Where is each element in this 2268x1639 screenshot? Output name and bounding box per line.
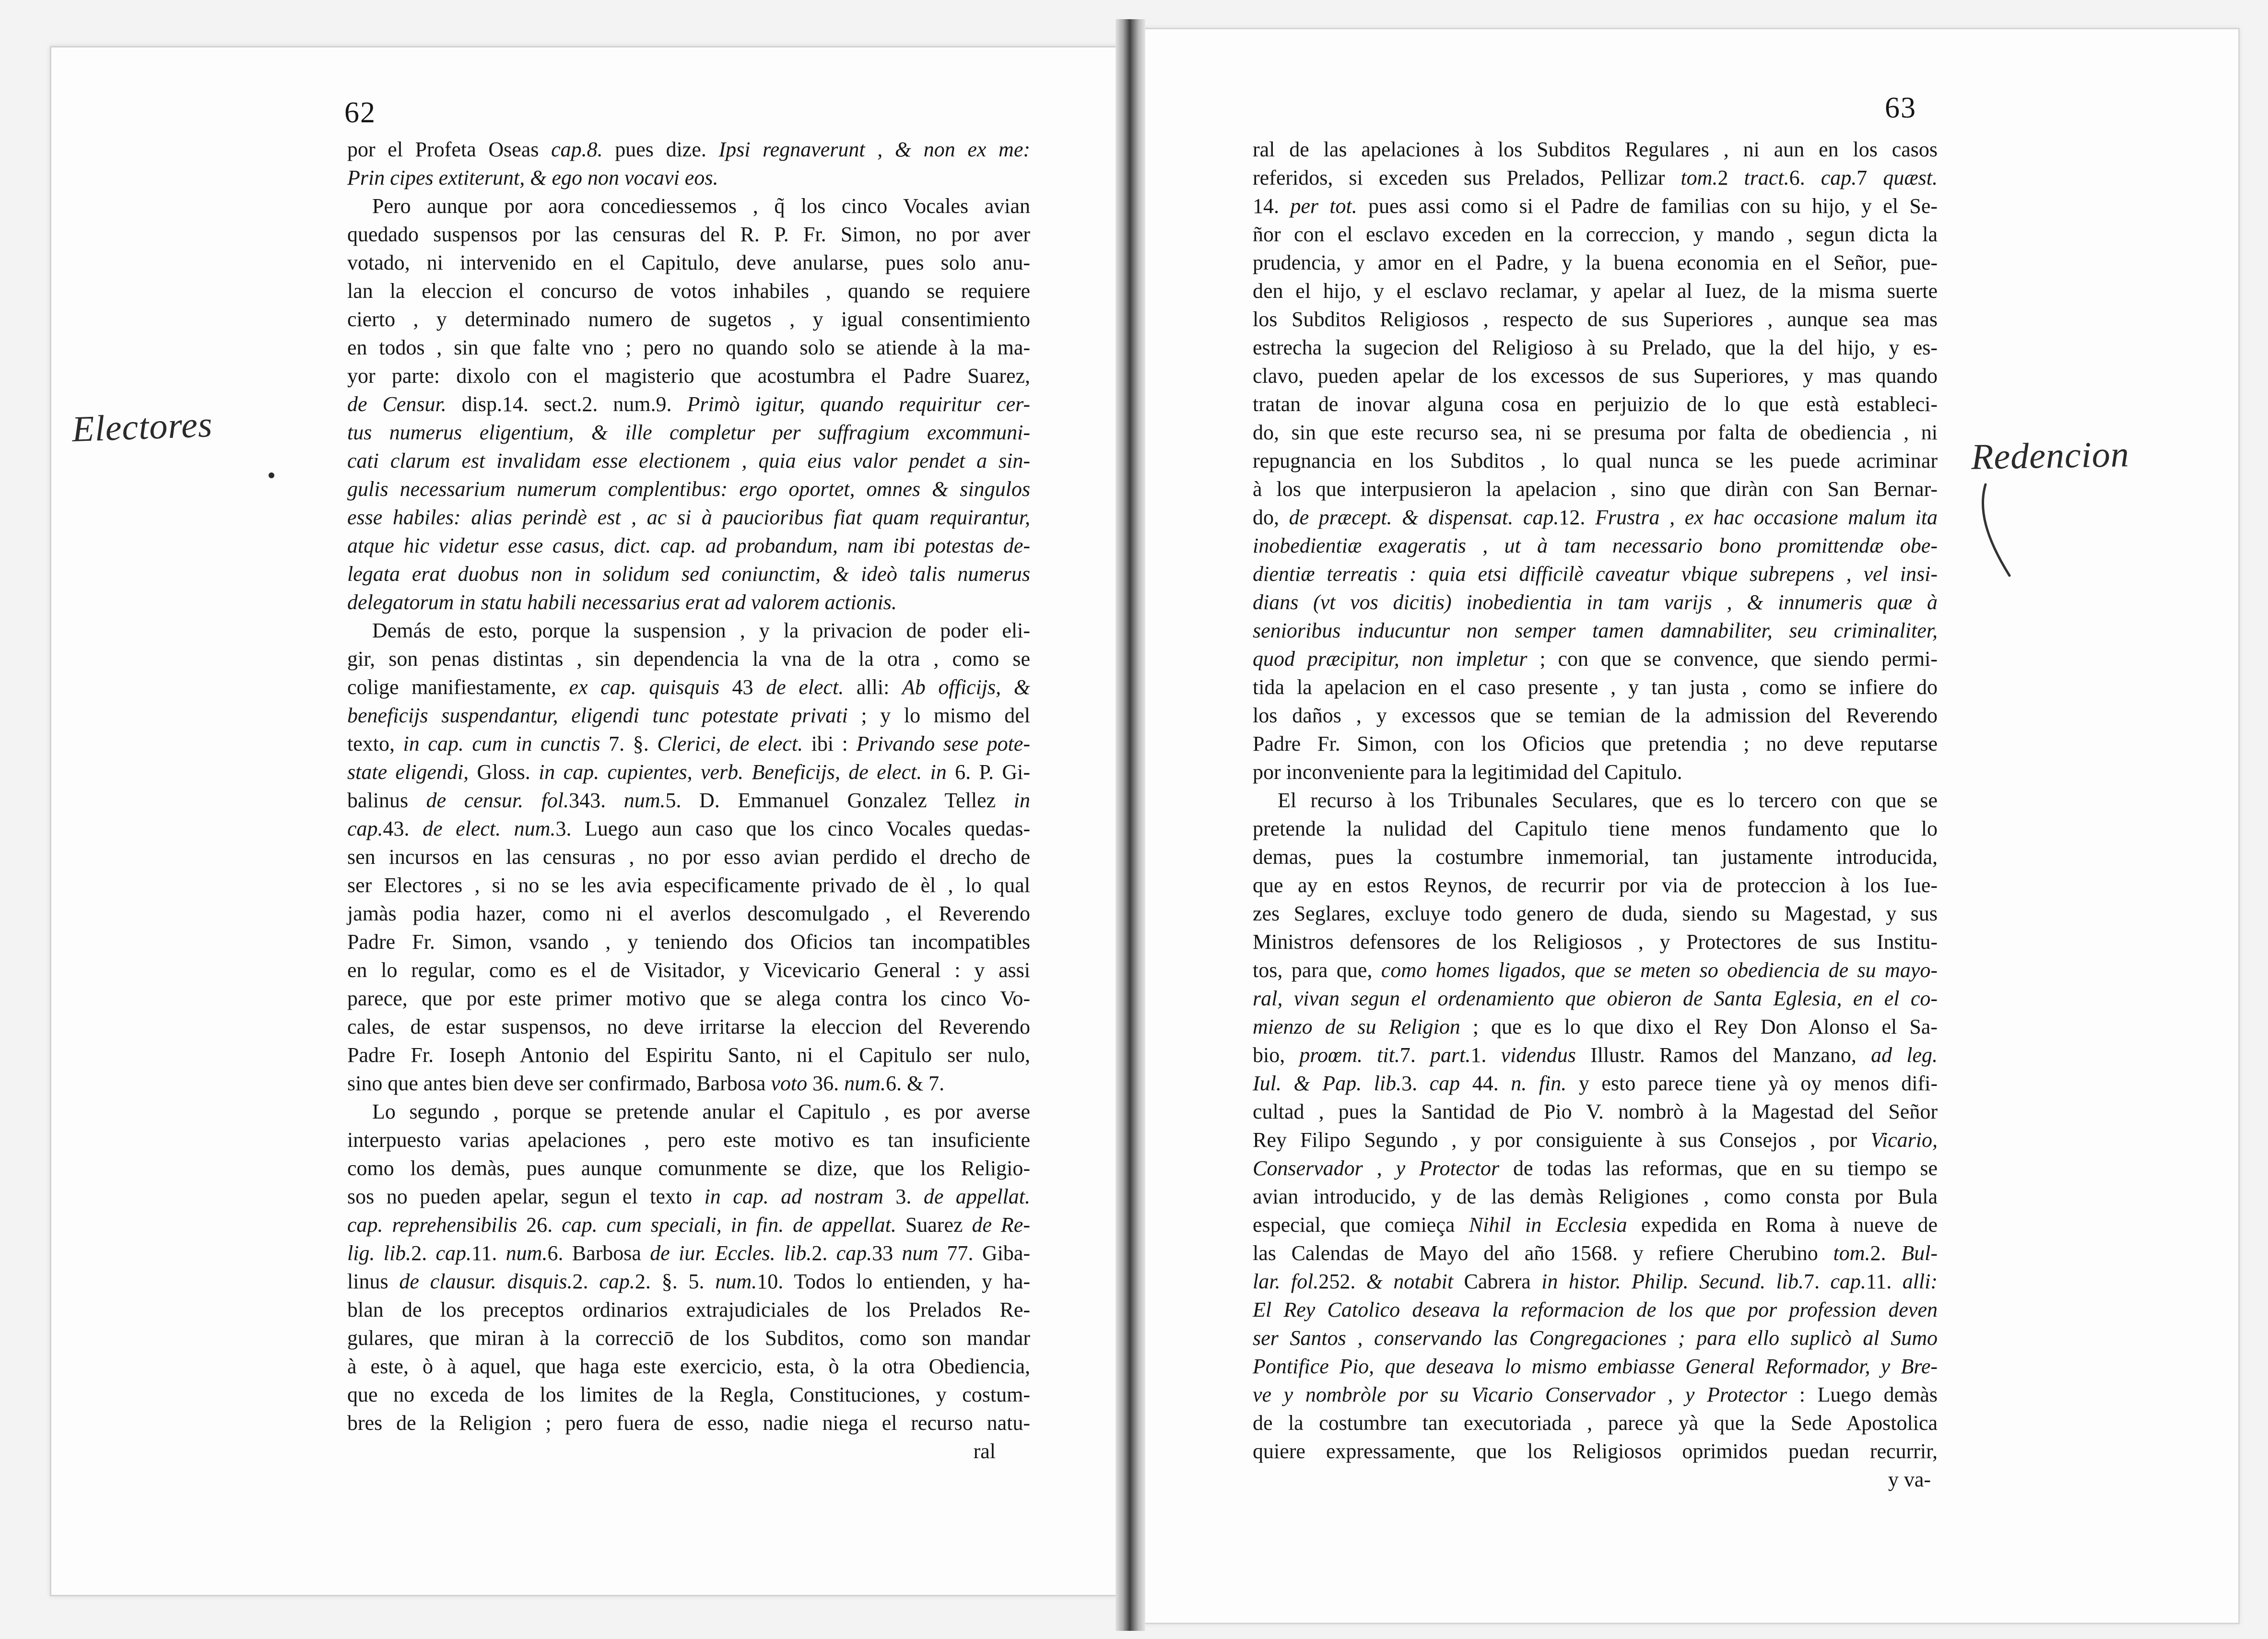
text-line: cierto , y determinado numero de sugetos , y igual consentimiento (347, 307, 1030, 331)
text-line (1253, 1013, 1938, 1041)
margin-ink-stroke (1957, 480, 2053, 585)
text-line (347, 786, 1030, 814)
text-line: bres de la Religion ; pero fuera de esso, nadie niega el recurso natu- (347, 1411, 1030, 1435)
paragraph (1253, 786, 1938, 1465)
text-line: pretende la nulidad del Capitulo tiene menos fundamento que lo (1253, 817, 1938, 840)
text-line (347, 730, 1030, 758)
text-line (347, 1239, 1030, 1267)
text-line: interpuesto varias apelaciones , pero este motivo es tan insuficiente (347, 1128, 1030, 1152)
text-line (347, 701, 1030, 730)
roman-text: expedida en Roma à nueve de (1627, 1213, 1938, 1237)
roman-text: disp.14. sect.2. num.9. (446, 392, 687, 416)
italic-text: como homes ligados, que se meten so obediencia de su mayo- (1381, 958, 1938, 982)
roman-text: texto, (347, 732, 403, 755)
italic-text: Clerici, de elect. (657, 732, 803, 755)
italic-text: num. (623, 789, 666, 812)
roman-text: 252. (1318, 1270, 1366, 1293)
italic-text: num. (505, 1241, 548, 1265)
italic-text: in histor. Philip. Secund. lib. (1541, 1270, 1804, 1293)
roman-text: sos no pueden apelar, segun el texto (347, 1185, 705, 1208)
text-line (1253, 192, 1938, 220)
italic-text: voto (771, 1072, 808, 1095)
text-line: Lo segundo , porque se pretende anular el Capitulo , es por averse (372, 1100, 1030, 1123)
italic-text: Pontifice Pio, que deseava lo mismo embiasse General Reformador, y Bre- (1253, 1355, 1938, 1378)
paragraph (347, 192, 1030, 616)
text-line (1253, 588, 1938, 616)
text-line: ser Electores , si no se les avia especificamente privado de èl , lo qual (347, 873, 1030, 897)
text-line (1253, 616, 1938, 645)
page-number: 63 (1885, 92, 1916, 124)
italic-text: y Protector (1396, 1156, 1500, 1180)
right-paragraphs (1253, 135, 1938, 1465)
text-line (1253, 531, 1938, 560)
italic-text: mienzo de su Religion (1253, 1015, 1460, 1038)
italic-text: de præcept. & dispensat. cap. (1289, 506, 1559, 529)
text-line: gir, son penas distintas , sin dependencia la vna de la otra , como se (347, 647, 1030, 671)
roman-text: , (1363, 1156, 1396, 1180)
text-line (347, 418, 1030, 447)
italic-text: in (1013, 789, 1030, 812)
left-paragraphs (347, 135, 1030, 1437)
text-line (347, 475, 1030, 503)
text-line (347, 1069, 1030, 1097)
italic-text: alli: (1902, 1270, 1938, 1293)
roman-text: 7. (1399, 1043, 1430, 1067)
text-line: tida la apelacion en el caso presente , y tan justa , como se infiere do (1253, 675, 1938, 699)
text-line: jamàs podia hazer, como ni el averlos descomulgado , el Reverendo (347, 902, 1030, 925)
text-line (1253, 1324, 1938, 1352)
roman-text: pues dize. (602, 138, 719, 161)
text-line: los Subditos Religiosos , respecto de sus Superiores , aunque sea mas (1253, 307, 1938, 331)
text-line (347, 673, 1030, 701)
roman-text: 7. §. (600, 732, 658, 755)
roman-text: 7. (1803, 1270, 1831, 1293)
text-line (1253, 1352, 1938, 1380)
italic-text: cap. (1821, 166, 1857, 189)
italic-text: cap. (347, 817, 383, 840)
italic-text: senioribus inducuntur non semper tamen damnabiliter, seu criminaliter, (1253, 619, 1938, 642)
roman-text: ; que es lo que dixo el Rey Don Alonso el Sa- (1460, 1015, 1938, 1038)
roman-text: 6. & 7. (885, 1072, 945, 1095)
italic-text: cap. (435, 1241, 472, 1265)
roman-text: de todas las reformas, que en su tiempo se (1499, 1156, 1938, 1180)
text-line: de la costumbre tan executoriada , parece yà que la Sede Apostolica (1253, 1411, 1938, 1435)
roman-text: Suarez (896, 1213, 972, 1237)
italic-text: Ab officijs, & (902, 675, 1030, 699)
text-line: quiere expressamente, que los Religiosos oprimidos puedan recurrir, (1253, 1439, 1938, 1463)
roman-text: alli: (844, 675, 902, 699)
roman-text: bio, (1253, 1043, 1300, 1067)
italic-text: num. (844, 1072, 886, 1095)
text-line: en todos , sin que falte vno ; pero no quando solo se atiende à la ma- (347, 336, 1030, 359)
margin-note: Electores (71, 404, 213, 450)
text-line: clavo, pueden apelar de los excessos de sus Superiores, y mas quando (1253, 364, 1938, 388)
text-line (347, 588, 1030, 616)
left-text-block (347, 135, 1030, 1465)
italic-text: ad leg. (1871, 1043, 1938, 1067)
text-line (1253, 645, 1938, 673)
text-line: cultad , pues la Santidad de Pio V. nombrò à la Magestad del Señor (1253, 1100, 1938, 1123)
text-line: den el hijo, y el esclavo reclamar, y apelar al Iuez, de la misma suerte (1253, 279, 1938, 303)
italic-text: Frustra , ex hac occasione malum ita (1595, 506, 1938, 529)
roman-text: 2. (811, 1241, 836, 1265)
italic-text: beneficijs suspendantur, eligendi tunc potestate privati (347, 704, 848, 727)
italic-text: de iur. Eccles. lib. (650, 1241, 812, 1265)
paragraph (347, 616, 1030, 1097)
roman-text: Illustr. Ramos del Manzano, (1575, 1043, 1871, 1067)
roman-text: Rey Filipo Segundo , y por consiguiente à sus Consejos , por (1253, 1128, 1871, 1152)
text-line: yor parte: dixolo con el magisterio que acostumbra el Padre Suarez, (347, 364, 1030, 388)
roman-text: 2. (572, 1270, 599, 1293)
text-line (1253, 560, 1938, 588)
text-line: sen incursos en las censuras , no por esso avian perdido el drecho de (347, 845, 1030, 869)
italic-text: & notabit (1366, 1270, 1454, 1293)
italic-text: lig. lib. (347, 1241, 411, 1265)
text-line: los daños , y excessos que se temian de la admission del Reverendo (1253, 704, 1938, 727)
text-line: en lo regular, como es el de Visitador, y Vicevicario General : y assi (347, 958, 1030, 982)
paragraph (347, 1097, 1030, 1437)
italic-text: Prin cipes extiterunt, & ego non vocavi eos. (347, 166, 718, 189)
roman-text: las Calendas de Mayo del año 1568. y refiere Cherubino (1253, 1241, 1833, 1265)
italic-text: ral, vivan segun el ordenamiento que obieron de Santa Eglesia, en el co- (1253, 987, 1938, 1010)
roman-text: sino que antes bien deve ser confirmado, Barbosa (347, 1072, 771, 1095)
italic-text: Bul- (1901, 1241, 1938, 1265)
italic-text: dientiæ terreatis : quia etsi difficilè caveatur vbique subrepens , vel insi- (1253, 562, 1938, 586)
text-line: quedado suspensos por las censuras del R. P. Fr. Simon, no por aver (347, 223, 1030, 246)
text-line: ral de las apelaciones à los Subditos Regulares , ni aun en los casos (1253, 138, 1938, 161)
roman-text: 7 (1857, 166, 1883, 189)
text-line (347, 1211, 1030, 1239)
roman-text: 26. (517, 1213, 562, 1237)
text-line (347, 503, 1030, 531)
roman-text: tos, para que, (1253, 958, 1381, 982)
roman-text: Gloss. (469, 760, 539, 784)
text-line: El recurso à los Tribunales Seculares, que es lo tercero con que se (1278, 789, 1938, 812)
italic-text: state eligendi, (347, 760, 469, 784)
text-line: zes Seglares, excluye todo genero de duda, siendo su Magestad, y sus (1253, 902, 1938, 925)
text-line (347, 560, 1030, 588)
text-line (1253, 956, 1938, 984)
italic-text: num. (715, 1270, 757, 1293)
italic-text: esse habiles: alias perindè est , ac si à paucioribus fiat quam requirantur, (347, 506, 1030, 529)
italic-text: in cap. cum in cunctis (403, 732, 600, 755)
italic-text: proœm. tit. (1299, 1043, 1400, 1067)
italic-text: tom. (1833, 1241, 1870, 1265)
text-line (1253, 1267, 1938, 1296)
text-line: demas, pues la costumbre inmemorial, tan justamente introducida, (1253, 845, 1938, 869)
italic-text: El Rey Catolico deseava la reformacion de los que por profession deven (1253, 1298, 1938, 1321)
italic-text: videndus (1501, 1043, 1576, 1067)
text-line (347, 1267, 1030, 1296)
roman-text: 6. (1789, 166, 1821, 189)
italic-text: Conservador (1253, 1156, 1363, 1180)
text-line: Pero aunque por aora concediessemos , q̃ los cinco Vocales avian (372, 194, 1030, 218)
text-line (347, 814, 1030, 843)
roman-text: colige manifiestamente, (347, 675, 569, 699)
paragraph (1253, 135, 1938, 786)
roman-text: pues assi como si el Padre de familias con su hijo, y el Se- (1357, 194, 1938, 218)
roman-text: 5. D. Emmanuel Gonzalez Tellez (665, 789, 1014, 812)
text-line: Padre Fr. Simon, con los Oficios que pretendia ; no deve reputarse (1253, 732, 1938, 755)
roman-text: y esto parece tiene yà oy menos difi- (1566, 1072, 1938, 1095)
roman-text: 43. (383, 817, 423, 840)
roman-text: ; y lo mismo del (847, 704, 1031, 727)
roman-text: referidos, si exceden sus Prelados, Pellizar (1253, 166, 1681, 189)
italic-text: per tot. (1290, 194, 1357, 218)
text-line: Padre Fr. Ioseph Antonio del Espiritu Santo, ni el Capitulo ser nulo, (347, 1043, 1030, 1067)
text-line (1253, 503, 1938, 531)
roman-text: 343. (569, 789, 624, 812)
italic-text: cap. (599, 1270, 635, 1293)
italic-text: num (902, 1241, 939, 1265)
roman-text: 3. (883, 1185, 924, 1208)
italic-text: cap. (836, 1241, 872, 1265)
italic-text: cap.8. (551, 138, 603, 161)
italic-text: cap. reprehensibilis (347, 1213, 517, 1237)
roman-text: 44. (1460, 1072, 1511, 1095)
roman-text: balinus (347, 789, 426, 812)
roman-text: 6. P. Gi- (946, 760, 1030, 784)
roman-text: 12. (1559, 506, 1596, 529)
roman-text: 33 (872, 1241, 902, 1265)
book-gutter (1116, 19, 1145, 1631)
roman-text: 10. Todos lo entienden, y ha- (757, 1270, 1031, 1293)
page-number: 62 (344, 96, 376, 129)
text-line (1253, 1211, 1938, 1239)
italic-text: delegatorum in statu habili necessarius erat ad valorem actionis. (347, 590, 897, 614)
roman-text: 2. (411, 1241, 436, 1265)
text-line: tratan de inovar alguna cosa en perjuizio de lo que està estableci- (1253, 392, 1938, 416)
roman-text: Cabrera (1453, 1270, 1542, 1293)
italic-text: n. fin. (1511, 1072, 1567, 1095)
text-line (347, 758, 1030, 786)
right-text-block (1253, 135, 1938, 1494)
text-line (347, 135, 1030, 164)
roman-text: 3. (1401, 1072, 1430, 1095)
roman-text: 36. (807, 1072, 845, 1095)
italic-text: cap (1429, 1072, 1460, 1095)
roman-text: 43 (719, 675, 766, 699)
italic-text: tus numerus eligentium, & ille completur per suffragium excommuni- (347, 421, 1030, 444)
text-line: estrecha la sugecion del Religioso à su Prelado, que la del hijo, y es- (1253, 336, 1938, 359)
text-line (347, 164, 1030, 192)
text-line: parece, que por este primer motivo que se alega contra los cinco Vo- (347, 987, 1030, 1010)
italic-text: quæst. (1883, 166, 1938, 189)
italic-text: cap. cum speciali, in fin. de appellat. (562, 1213, 896, 1237)
roman-text: linus (347, 1270, 400, 1293)
italic-text: Privando sese pote- (856, 732, 1030, 755)
italic-text: de elect. num. (423, 817, 556, 840)
roman-text: 77. Giba- (938, 1241, 1031, 1265)
italic-text: atque hic videtur esse casus, dict. cap. ad probandum, nam ibi potestas de- (347, 534, 1030, 557)
italic-text: lar. fol. (1253, 1270, 1319, 1293)
roman-text: do, (1253, 506, 1289, 529)
italic-text: Iul. & Pap. lib. (1253, 1072, 1402, 1095)
paragraph (347, 135, 1030, 192)
text-line: prudencia, y amor en el Padre, y la buena economia en el Señor, pue- (1253, 251, 1938, 274)
text-line (347, 390, 1030, 418)
text-line (1253, 1380, 1938, 1409)
roman-text: 14. (1253, 194, 1291, 218)
italic-text: Vicario, (1870, 1128, 1938, 1152)
text-line: lan la eleccion el concurso de votos inhabiles , quando se requiere (347, 279, 1030, 303)
text-line: gulares, que miran à la correcciō de los Subditos, como son mandar (347, 1326, 1030, 1350)
roman-text: ; con que se convence, que siendo permi- (1527, 647, 1938, 671)
roman-text: por el Profeta Oseas (347, 138, 552, 161)
text-line: como los demàs, pues aunque comunmente se dize, que los Religio- (347, 1156, 1030, 1180)
text-line: ñor con el esclavo exceden en la correccion, y mando , segun dicta la (1253, 223, 1938, 246)
roman-text: 11. (471, 1241, 506, 1265)
italic-text: quod præcipitur, non impletur (1253, 647, 1528, 671)
text-line (347, 1182, 1030, 1211)
text-line (1253, 1069, 1938, 1097)
italic-text: de Censur. (347, 392, 447, 416)
roman-text: 11. (1866, 1270, 1903, 1293)
italic-text: ex cap. quisquis (569, 675, 719, 699)
text-line: Demás de esto, porque la suspension , y la privacion de poder eli- (372, 619, 1030, 642)
roman-text: ibi : (803, 732, 857, 755)
text-line: cales, de estar suspensos, no deve irritarse la eleccion del Reverendo (347, 1015, 1030, 1038)
text-line (1253, 1239, 1938, 1267)
italic-text: inobedientiæ exageratis , ut à tam necessario bono promittendæ obe- (1253, 534, 1938, 557)
italic-text: cap. (1830, 1270, 1866, 1293)
italic-text: ser Santos , conservando las Congregaciones ; para ello suplicò al Sumo (1253, 1326, 1938, 1350)
italic-text: de appellat. (923, 1185, 1031, 1208)
text-line: que no exceda de los limites de la Regla, Constituciones, y costum- (347, 1383, 1030, 1406)
catchword: y va- (1888, 1468, 1931, 1491)
text-line: à este, ò à aquel, que haga este exercicio, esta, ò la otra Obediencia, (347, 1355, 1030, 1378)
roman-text: 2. (1870, 1241, 1902, 1265)
italic-text: in cap. cupientes, verb. Beneficijs, de elect. in (539, 760, 947, 784)
text-line (1253, 984, 1938, 1013)
ink-dot (269, 472, 274, 478)
italic-text: de elect. (766, 675, 844, 699)
italic-text: tract. (1744, 166, 1789, 189)
italic-text: tom. (1680, 166, 1718, 189)
text-line (1253, 1126, 1938, 1154)
italic-text: Primò igitur, quando requiritur cer- (687, 392, 1031, 416)
text-line (1253, 1154, 1938, 1182)
text-line: do, sin que este recurso sea, ni se presuma por falta de obediencia , ni (1253, 421, 1938, 444)
roman-text: 1. (1470, 1043, 1501, 1067)
catchword: ral (973, 1439, 996, 1463)
text-line: votado, ni intervenido en el Capitulo, deve anularse, pues solo anu- (347, 251, 1030, 274)
text-line: avian introducido, y de las demàs Religiones , como consta por Bula (1253, 1185, 1938, 1208)
text-line (1253, 1296, 1938, 1324)
italic-text: ve y nombròle por su Vicario Conservador , y Protector (1253, 1383, 1787, 1406)
roman-text: especial, que comieça (1253, 1213, 1469, 1237)
italic-text: dians (vt vos dicitis) inobedientia in tam varijs , & innumeris quæ à (1253, 590, 1938, 614)
italic-text: part. (1430, 1043, 1471, 1067)
italic-text: de Re- (972, 1213, 1030, 1237)
text-line: por inconveniente para la legitimidad del Capitulo. (1253, 760, 1682, 784)
italic-text: Nihil in Ecclesia (1469, 1213, 1627, 1237)
italic-text: Ipsi regnaverunt , & non ex me: (718, 138, 1031, 161)
text-line: blan de los preceptos ordinarios extrajudiciales de los Prelados Re- (347, 1298, 1030, 1321)
roman-text: 6. Barbosa (547, 1241, 650, 1265)
margin-note: Redencion (1971, 434, 2130, 477)
italic-text: de censur. fol. (426, 789, 569, 812)
italic-text: cati clarum est invalidam esse electionem , quia eius valor pendet a sin- (347, 449, 1030, 472)
roman-text: 2 (1717, 166, 1744, 189)
roman-text: : Luego demàs (1787, 1383, 1938, 1406)
roman-text: 2. §. 5. (635, 1270, 716, 1293)
text-line (1253, 1041, 1938, 1069)
text-line: à los que interpusieron la apelacion , sino que diràn con San Bernar- (1253, 477, 1938, 501)
text-line (347, 531, 1030, 560)
italic-text: in cap. ad nostram (704, 1185, 883, 1208)
text-line: que ay en estos Reynos, de recurrir por via de proteccion à los Iue- (1253, 873, 1938, 897)
italic-text: gulis necessarium numerum complentibus: ergo oportet, omnes & singulos (347, 477, 1030, 501)
roman-text: 3. Luego aun caso que los cinco Vocales quedas- (555, 817, 1031, 840)
italic-text: legata erat duobus non in solidum sed coniunctim, & ideò talis numerus (347, 562, 1030, 586)
italic-text: de clausur. disquis. (399, 1270, 573, 1293)
text-line: Padre Fr. Simon, vsando , y teniendo dos Oficios tan incompatibles (347, 930, 1030, 954)
text-line (1253, 164, 1938, 192)
text-line (347, 447, 1030, 475)
text-line: Ministros defensores de los Religiosos , y Protectores de sus Institu- (1253, 930, 1938, 954)
text-line: repugnancia en los Subditos , lo qual nunca se les puede acriminar (1253, 449, 1938, 472)
